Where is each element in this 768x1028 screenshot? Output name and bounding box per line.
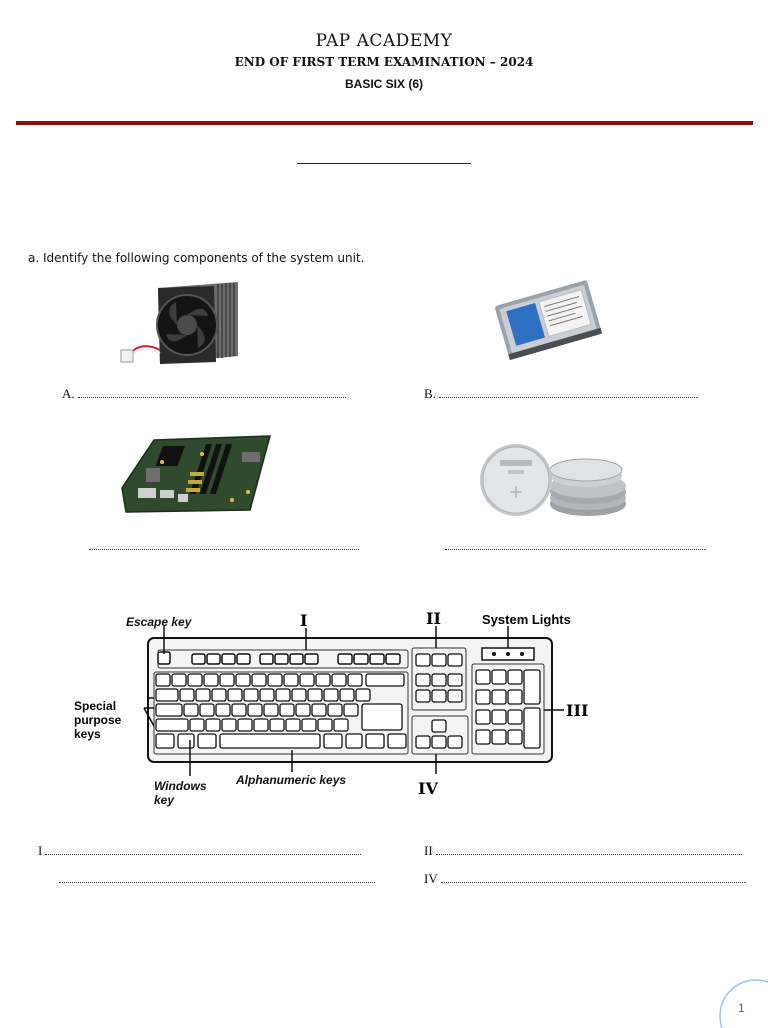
answer-line-ii[interactable] bbox=[424, 843, 742, 859]
numpad-key bbox=[508, 730, 522, 744]
exam-title: END OF FIRST TERM EXAMINATION – 2024 bbox=[234, 55, 534, 69]
special-keys-label-1: Special bbox=[74, 699, 117, 713]
answer-blank-iii bbox=[59, 872, 375, 883]
keyboard-key bbox=[180, 689, 194, 701]
label-ii: II bbox=[426, 609, 441, 628]
keyboard-key bbox=[318, 719, 332, 731]
nav-key bbox=[432, 674, 446, 686]
question-instruction: a. Identify the following components of the system unit. bbox=[28, 251, 365, 265]
windows-key bbox=[178, 734, 194, 748]
keyboard-key bbox=[220, 674, 234, 686]
header-divider bbox=[16, 121, 753, 125]
numpad-key bbox=[476, 690, 490, 704]
nav-key bbox=[432, 690, 446, 702]
function-key bbox=[275, 654, 288, 664]
answer-line-d[interactable] bbox=[442, 538, 705, 554]
numpad-key bbox=[492, 730, 506, 744]
numpad-key bbox=[476, 710, 490, 724]
keyboard-key bbox=[244, 689, 258, 701]
keyboard-key bbox=[308, 689, 322, 701]
keyboard-key bbox=[292, 689, 306, 701]
enter-key bbox=[362, 704, 402, 730]
function-key bbox=[260, 654, 273, 664]
answer-line-a[interactable] bbox=[62, 386, 346, 402]
keyboard-key bbox=[286, 719, 300, 731]
keyboard-key bbox=[328, 704, 342, 716]
keyboard-key bbox=[222, 719, 236, 731]
label-iv: IV bbox=[418, 779, 438, 798]
menu-key bbox=[366, 734, 384, 748]
answer-blank-b bbox=[439, 387, 697, 398]
nav-key bbox=[416, 690, 430, 702]
keyboard-key bbox=[184, 704, 198, 716]
answer-line-iv[interactable] bbox=[424, 871, 745, 887]
keyboard-key bbox=[212, 689, 226, 701]
cpu-cooler-image bbox=[118, 278, 242, 370]
answer-blank-i bbox=[45, 844, 361, 855]
function-key bbox=[222, 654, 235, 664]
keyboard-key bbox=[324, 689, 338, 701]
keyboard-key bbox=[156, 674, 170, 686]
numpad-key bbox=[492, 670, 506, 684]
answer-label-a: A. bbox=[62, 386, 75, 401]
nav-key bbox=[416, 654, 430, 666]
keyboard-key bbox=[348, 674, 362, 686]
keyboard-key bbox=[316, 674, 330, 686]
keyboard-key bbox=[216, 704, 230, 716]
windows-key-label-2: key bbox=[154, 793, 175, 807]
space-bar bbox=[220, 734, 320, 748]
shift-key bbox=[156, 719, 188, 731]
answer-line-c[interactable] bbox=[86, 538, 359, 554]
arrow-up-key bbox=[432, 720, 446, 732]
function-key bbox=[290, 654, 303, 664]
keyboard-key bbox=[172, 674, 186, 686]
keyboard-key bbox=[340, 689, 354, 701]
system-lights-label: System Lights bbox=[482, 612, 571, 627]
nav-key bbox=[448, 690, 462, 702]
keyboard-key bbox=[252, 674, 266, 686]
keyboard-key bbox=[260, 689, 274, 701]
numpad-key bbox=[492, 690, 506, 704]
cmos-battery-image bbox=[474, 440, 630, 526]
numpad-key bbox=[508, 710, 522, 724]
numpad-key bbox=[476, 670, 490, 684]
numpad-enter-key bbox=[524, 708, 540, 748]
label-i: I bbox=[300, 611, 308, 630]
answer-blank-d bbox=[445, 539, 705, 550]
alt-key bbox=[198, 734, 216, 748]
function-key bbox=[305, 654, 318, 664]
keyboard-key bbox=[238, 719, 252, 731]
arrow-key bbox=[432, 736, 446, 748]
keyboard-key bbox=[302, 719, 316, 731]
keyboard-key bbox=[280, 704, 294, 716]
numpad-key bbox=[492, 710, 506, 724]
special-keys-label-2: purpose bbox=[74, 713, 122, 727]
keyboard-key bbox=[200, 704, 214, 716]
answer-blank-iv bbox=[441, 872, 745, 883]
keyboard-key bbox=[332, 674, 346, 686]
answer-blank-a bbox=[78, 387, 346, 398]
keyboard-key bbox=[284, 674, 298, 686]
subject-blank-line bbox=[297, 163, 471, 164]
label-iii: III bbox=[566, 701, 589, 720]
keyboard-key bbox=[312, 704, 326, 716]
keyboard-key bbox=[334, 719, 348, 731]
ctrl-key bbox=[156, 734, 174, 748]
arrow-key bbox=[416, 736, 430, 748]
tab-key bbox=[156, 689, 178, 701]
nav-key bbox=[432, 654, 446, 666]
keyboard-key bbox=[268, 674, 282, 686]
keyboard-diagram bbox=[70, 604, 610, 810]
keyboard-key bbox=[190, 719, 204, 731]
keyboard-key bbox=[228, 689, 242, 701]
keyboard-key bbox=[356, 689, 370, 701]
keyboard-key bbox=[206, 719, 220, 731]
keyboard-key bbox=[204, 674, 218, 686]
keyboard-key bbox=[264, 704, 278, 716]
page-number-badge bbox=[716, 976, 768, 1028]
function-key bbox=[207, 654, 220, 664]
nav-key bbox=[448, 674, 462, 686]
backspace-key bbox=[366, 674, 404, 686]
numpad-key bbox=[508, 670, 522, 684]
answer-label-i: I bbox=[38, 843, 43, 858]
function-key bbox=[386, 654, 400, 664]
nav-key bbox=[416, 674, 430, 686]
numpad-key bbox=[476, 730, 490, 744]
motherboard-image bbox=[118, 432, 274, 516]
keyboard-key bbox=[188, 674, 202, 686]
windows-key bbox=[346, 734, 362, 748]
caps-lock-key bbox=[156, 704, 182, 716]
answer-label-iv: IV bbox=[424, 871, 438, 886]
page-number: 1 bbox=[738, 1001, 745, 1015]
function-key bbox=[237, 654, 250, 664]
arrow-key bbox=[448, 736, 462, 748]
alphanumeric-keys-label: Alphanumeric keys bbox=[236, 773, 347, 787]
ctrl-key bbox=[388, 734, 406, 748]
answer-line-b[interactable] bbox=[424, 386, 697, 402]
answer-line-iii[interactable] bbox=[56, 871, 375, 887]
keyboard-key bbox=[344, 704, 358, 716]
nav-key bbox=[448, 654, 462, 666]
keyboard-key bbox=[296, 704, 310, 716]
keyboard-key bbox=[248, 704, 262, 716]
special-keys-label-3: keys bbox=[74, 727, 101, 741]
answer-line-i[interactable] bbox=[38, 843, 361, 859]
function-key bbox=[192, 654, 205, 664]
hard-disk-image bbox=[490, 278, 606, 360]
keyboard-key bbox=[276, 689, 290, 701]
keyboard-key bbox=[236, 674, 250, 686]
function-key bbox=[338, 654, 352, 664]
class-title: BASIC SIX (6) bbox=[344, 77, 423, 91]
function-key bbox=[370, 654, 384, 664]
keyboard-key bbox=[300, 674, 314, 686]
windows-key-label-1: Windows bbox=[154, 779, 207, 793]
keyboard-key bbox=[196, 689, 210, 701]
school-name: PAP ACADEMY bbox=[315, 31, 453, 51]
answer-label-b: B. bbox=[424, 386, 436, 401]
numpad-plus-key bbox=[524, 670, 540, 704]
function-key bbox=[354, 654, 368, 664]
keyboard-key bbox=[270, 719, 284, 731]
alt-key bbox=[324, 734, 342, 748]
answer-blank-c bbox=[89, 539, 359, 550]
keyboard-key bbox=[232, 704, 246, 716]
answer-label-ii: II bbox=[424, 843, 433, 858]
keyboard-key bbox=[254, 719, 268, 731]
numpad-key bbox=[508, 690, 522, 704]
escape-key-label: Escape key bbox=[126, 615, 192, 629]
answer-blank-ii bbox=[436, 844, 742, 855]
